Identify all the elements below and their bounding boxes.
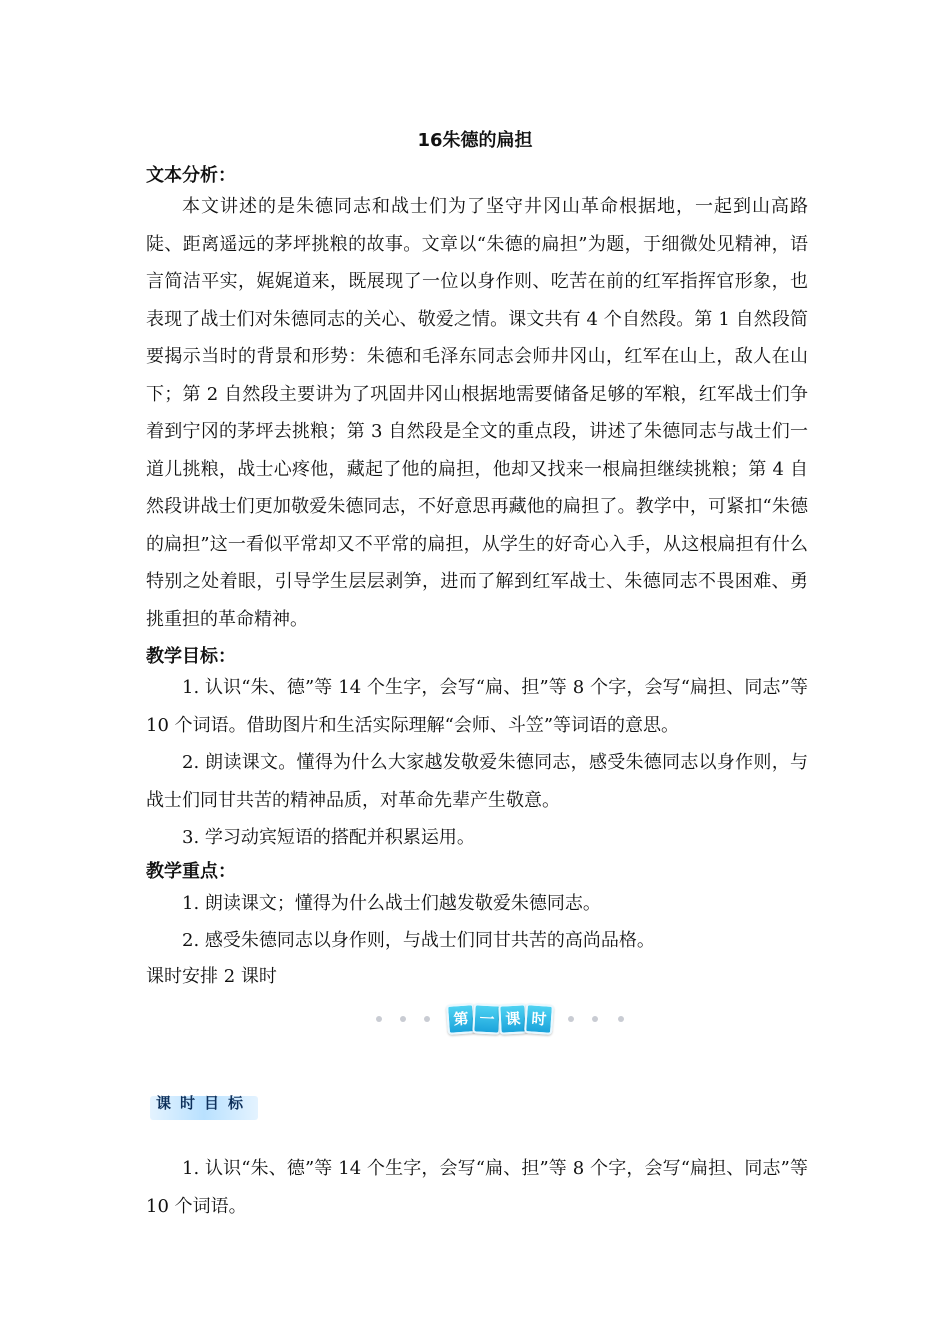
lesson-badge-char: 一	[472, 1003, 502, 1034]
section-label-text: 课时目标	[156, 1094, 253, 1112]
lesson-badge-char: 时	[524, 1003, 554, 1035]
lesson-badge-char: 课	[498, 1003, 528, 1034]
lesson-badge-char: 第	[446, 1003, 476, 1035]
goal-item-1: 1. 认识“朱、德”等 14 个生字，会写“扁、担”等 8 个字，会写“扁担、同志”等 10 个词语。借助图片和生活实际理解“会师、斗笠”等词语的意思。	[146, 677, 808, 736]
focus-item-2: 2. 感受朱德同志以身作则，与战士们同甘共苦的高尚品格。	[182, 930, 655, 951]
analysis-heading: 文本分析：	[146, 165, 236, 186]
banner-dot-icon	[400, 1016, 406, 1022]
schedule-text: 课时安排 2 课时	[146, 966, 277, 987]
banner-dot-icon	[618, 1016, 624, 1022]
banner-dot-icon	[592, 1016, 598, 1022]
focus-heading: 教学重点：	[146, 861, 236, 882]
analysis-paragraph: 本文讲述的是朱德同志和战士们为了坚守井冈山革命根据地，一起到山高路陡、距离遥远的茅坪挑粮的故事。文章以“朱德的扁担”为题，于细微处见精神，语言简洁平实，娓娓道来，既展现了一位以身作则、吃苦在前的红军指挥官形象，也表现了战士们对朱德同志的关心、敬爱之情。课文共有 4 个自然段。第 1 自然段简要揭示当时的背景和形势：朱德和毛泽东同志会师井冈山，红军在山上，敌人在山下；第 2 自然段主要讲为了巩固井冈山根据地需要储备足够的军粮，红军战士们争着到宁冈的茅坪去挑粮；第 3 自然段是全文的重点段，讲述了朱德同志与战士们一道儿挑粮，战士心疼他，藏起了他的扁担，他却又找来一根扁担继续挑粮；第 4 自然段讲战士们更加敬爱朱德同志，不好意思再藏他的扁担了。教学中，可紧扣“朱德的扁担”这一看似平常却又不平常的扁担，从学生的好奇心入手，从这根扁担有什么特别之处着眼，引导学生层层剥笋，进而了解到红军战士、朱德同志不畏困难、勇挑重担的革命精神。	[146, 196, 808, 630]
banner-dot-icon	[424, 1016, 430, 1022]
section-item-1: 1. 认识“朱、德”等 14 个生字，会写“扁、担”等 8 个字，会写“扁担、同志”等 10 个词语。	[146, 1158, 808, 1217]
focus-item-1: 1. 朗读课文；懂得为什么战士们越发敬爱朱德同志。	[182, 893, 601, 914]
goal-item-2: 2. 朗读课文。懂得为什么大家越发敬爱朱德同志，感受朱德同志以身作则，与战士们同甘共苦的精神品质，对革命先辈产生敬意。	[146, 752, 808, 811]
banner-dot-icon	[568, 1016, 574, 1022]
section-label	[150, 1088, 260, 1122]
page-title: 16朱德的扁担	[417, 130, 533, 151]
goal-item-3: 3. 学习动宾短语的搭配并积累运用。	[182, 827, 475, 848]
lesson-badge	[447, 1004, 553, 1034]
goals-heading: 教学目标：	[146, 646, 236, 667]
banner-dot-icon	[376, 1016, 382, 1022]
